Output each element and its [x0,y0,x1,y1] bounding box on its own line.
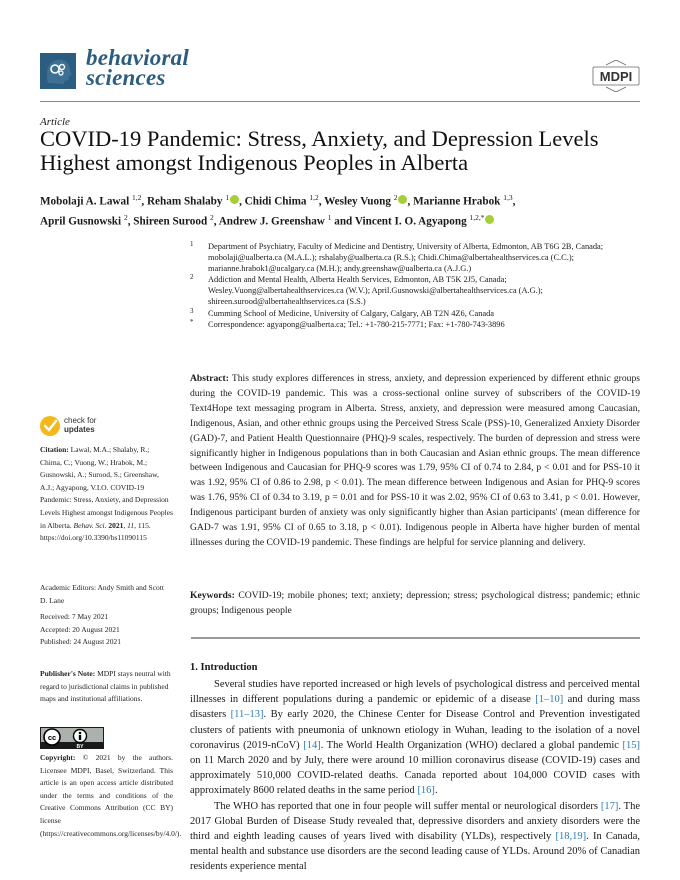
copyright-text: © 2021 by the authors. Licensee MDPI, Basel, Switzerland. This article is an open access article distributed under the terms and conditions of the Creative Commons Attribution (CC BY) license (https://creativecommons.org/licenses/by/4.0/). [40,753,182,838]
affiliation-text: Addiction and Mental Health, Alberta Health Services, Edmonton, AB T5K 2J5, Canada; Wesley.Vuong@albertahealthservices.ca (W.V.); April.Gusnowski@albertahealthservices.ca (A.G.); shireen.surood@albertahealthservices.ca (S.S.) [208,275,543,307]
body-paragraph [190,799,640,875]
affiliation-item [190,319,630,330]
paragraph-text: . [434,785,438,797]
affiliation-number: 2 [190,273,194,282]
journal-name-line2: sciences [86,65,166,90]
citation-year: 2021 [108,520,124,530]
reference-link[interactable]: [1–10] [535,694,564,706]
citation-volume: 11 [127,520,135,530]
abstract-text: This study explores differences in stress, anxiety, and depression experienced by different ethnic groups during the COVID-19 pandemic. This was a cross-sectional online survey of subscribers of the COVID-19 Text4Hope text messaging program in Alberta. Stress, anxiety, and depression were measured among Caucasian, Indigenous, Asian, and other ethnic groups using the Perceived Stress Scale (PSS)-10, Generalized Anxiety Disorder (GAD)-7, and Patient Health Questionnaire (PHQ)-9 scales, respectively. The burden of depression and stress were significantly higher in Indigenous populations than in both Caucasian and Asian ethnic groups. The mean difference between Indigenous and Caucasian for PHQ-9 scores was 1.79, 95% CI of 0.74 to 2.84, p < 0.01 and for PSS-10 it was 1.92, 95% CI of 0.86 to 2.98, p < 0.01). The mean difference between Indigenous and Asian for PHQ-9 scores was 1.76, 95% CI of 0.34 to 3.19, p = 0.01 and for PSS-10 it was 2.02, 95% CI of 0.63 to 3.41, p < 0.01. However, Indigenous participant burden of anxiety was only significantly higher than Asian participants' (mean difference for GAD-7 was 1.91, 95% CI of 0.65 to 3.18, p < 0.01). Indigenous people in Alberta have higher burden of mental illnesses during the COVID-19 pandemic. These findings are helpful for service planning and delivery. [190,373,640,548]
copyright-label: Copyright: [40,753,76,762]
keywords-label: Keywords: [190,590,235,601]
author-affiliation-marker: 1 [327,213,332,223]
received-date: Received: 7 May 2021 [40,612,109,621]
pubnote-text: MDPI stays neutral with regard to jurisdictional claims in published maps and institutional affiliations. [40,669,171,704]
citation-block: Citation: Lawal, M.A.; Shalaby, R.; Chima, C.; Vuong, W.; Hrabok, M.; Gusnowski, A.; Surood, S.; Greenshaw, A.J.; Agyapong, V.I.O. COVID-19 Pandemic: Stress, Anxiety, and Depression Levels Highest amongst Indigenous Peoples in Alberta. Behav. Sci. 2021, 11, 115. https://doi.org/10.3390/bs11090115 [40,445,173,543]
author-separator: , [512,195,516,208]
paragraph-text: and during mass disasters [190,694,640,721]
author-separator: , [127,215,134,228]
author-affiliation-marker: 2 [123,213,128,223]
svg-text:BY: BY [76,744,84,749]
author-affiliation-marker: 1,3 [503,193,513,202]
reference-link[interactable]: [15] [622,739,640,751]
author-separator: , [407,195,414,208]
mdpi-logo [592,60,640,90]
author-separator: , [318,195,325,208]
citation-journal: Behav. Sci. [73,520,107,530]
author-name: Chidi Chima [244,195,307,208]
dates-block [40,611,173,649]
updates-label: updates [64,425,95,434]
affiliation-text: Correspondence: agyapong@ualberta.ca; Tel.: +1-780-215-7771; Fax: +1-780-743-3896 [208,319,505,329]
author-name: Vincent I. O. Agyapong [354,215,467,228]
title-line-1: COVID-19 Pandemic: Stress, Anxiety, and Depression Levels [40,126,599,151]
author-name: Marianne Hrabok [413,195,501,208]
affiliation-item [190,241,630,274]
author-separator: and [331,215,355,228]
published-date: Published: 24 August 2021 [40,637,122,647]
author-affiliation-marker: 1,2 [132,193,142,202]
citation-label: Citation: [40,445,69,454]
paragraph-text: on 11 March 2020 and by July, there were around 10 million coronavirus disease (COVID-19) cases and approximately 510,000 COVID-related deaths. Canada reported about 104,000 COVID cases with approximately 8600 related deaths in the same period [190,755,640,797]
author-name: Andrew J. Greenshaw [218,215,325,228]
paragraph-text: . By early 2020, the Chinese Center for Disease Control and Prevention investigated clusters of patients with pneumonia of unknown etiology in Wuhan, leading to the isolation of a novel coronavirus (2019-nCoV) [190,709,640,751]
affiliations [190,241,630,330]
affiliation-text: Department of Psychiatry, Faculty of Medicine and Dentistry, University of Alberta, Edmonton, AB T6G 2B, Canada; mobolaji@ualberta.ca (M.A.L.); rshalaby@ualberta.ca (R.S.); Chidi.Chima@albertahealthservices.ca (C.C.); marianne.hrabok1@ucalgary.ca (M.H.); andy.greenshaw@ualberta.ca (A.J.G.) [208,242,604,274]
keywords [190,589,640,619]
author-name: Reham Shalaby [146,195,223,208]
author-name: Wesley Vuong [324,195,391,208]
affiliation-item [190,308,630,319]
affiliation-text: Cumming School of Medicine, University of Calgary, Calgary, AB T2N 4Z6, Canada [208,308,495,318]
publisher-logo-text: MDPI [599,69,633,84]
accepted-date: Accepted: 20 August 2021 [40,624,120,634]
author-affiliation-marker: 2 [393,193,398,202]
academic-editors: Academic Editors: Andy Smith and Scott D. Lane [40,583,164,605]
journal-logo-icon [40,53,76,89]
author-list [40,190,640,230]
author-separator: , [239,195,245,208]
reference-link[interactable]: [17] [600,800,619,812]
paragraph-text: Several studies have reported increased or high levels of psychological distress and perceived mental illnesses in different populations during a pandemic or epidemic of a disease [190,679,640,706]
paragraph-text: . The World Health Organization (WHO) declared a global pandemic [320,739,623,751]
check-for-label: check for [64,416,97,425]
affiliation-number: * [190,317,194,326]
reference-link[interactable]: [14] [303,739,321,751]
author-affiliation-marker: 1 [225,193,230,202]
paragraph-text: . In Canada, mental health and substance use disorders are the second leading cause of YLDs. Around 20% of Canadian residents experience mental [190,831,641,873]
abstract-label: Abstract: [190,373,229,384]
reference-link[interactable]: [16] [417,785,435,797]
orcid-icon[interactable] [230,195,239,204]
section-heading-introduction: 1. Introduction [190,662,258,673]
checkmark-icon [40,416,60,436]
svg-text:cc: cc [47,733,57,742]
author-name: Mobolaji A. Lawal [40,195,130,208]
affiliation-number: 3 [190,306,194,315]
affiliation-item [190,274,630,307]
author-affiliation-marker: 2 [209,213,214,223]
body-paragraph [190,677,640,799]
author-separator: , [141,195,147,208]
title-line-2: Highest amongst Indigenous Peoples in Alberta [40,150,469,175]
abstract [190,372,640,551]
citation-page: , 115. [134,520,151,530]
orcid-icon[interactable] [485,215,494,224]
copyright-block [40,752,182,840]
introduction-body [190,677,640,875]
cc-by-license-icon[interactable] [40,727,104,749]
author-affiliation-marker: 1,2,* [469,213,485,223]
article-type: Article [40,116,70,128]
author-name: April Gusnowski [40,215,122,228]
journal-name [86,45,189,90]
keywords-divider [191,637,640,639]
pubnote-label: Publisher's Note: [40,669,96,678]
affiliation-number: 1 [190,240,194,248]
citation-doi-link[interactable]: https://doi.org/10.3390/bs11090115 [40,533,147,543]
reference-link[interactable]: [11–13] [230,709,264,721]
reference-link[interactable]: [18,19] [555,831,587,843]
paragraph-text: The WHO has reported that one in four people will suffer mental or neurological disorders [214,800,601,812]
keywords-text: COVID-19; mobile phones; text; anxiety; depression; stress; psychological distress; pandemic; ethnic groups; Indigenous people [190,590,640,616]
article-title [40,127,640,175]
author-separator: , [213,215,219,228]
journal-name-line1: behavioral [86,45,189,70]
header-divider [40,101,640,102]
citation-text: Lawal, M.A.; Shalaby, R.; Chima, C.; Vuong, W.; Hrabok, M.; Gusnowski, A.; Surood, S.; Greenshaw, A.J.; Agyapong, V.I.O. COVID-19 Pandemic: Stress, Anxiety, and Depression Levels Highest amongst Indigenous Peoples in Alberta. [40,445,173,530]
author-affiliation-marker: 1,2 [309,193,319,202]
author-name: Shireen Surood [133,215,208,228]
paragraph-text: . The 2017 Global Burden of Disease Study revealed that, depressive disorders and anxiety disorders were the third and eighth leading causes of years lived with disability (YLDs), respectively [190,800,640,843]
publishers-note [40,668,173,706]
